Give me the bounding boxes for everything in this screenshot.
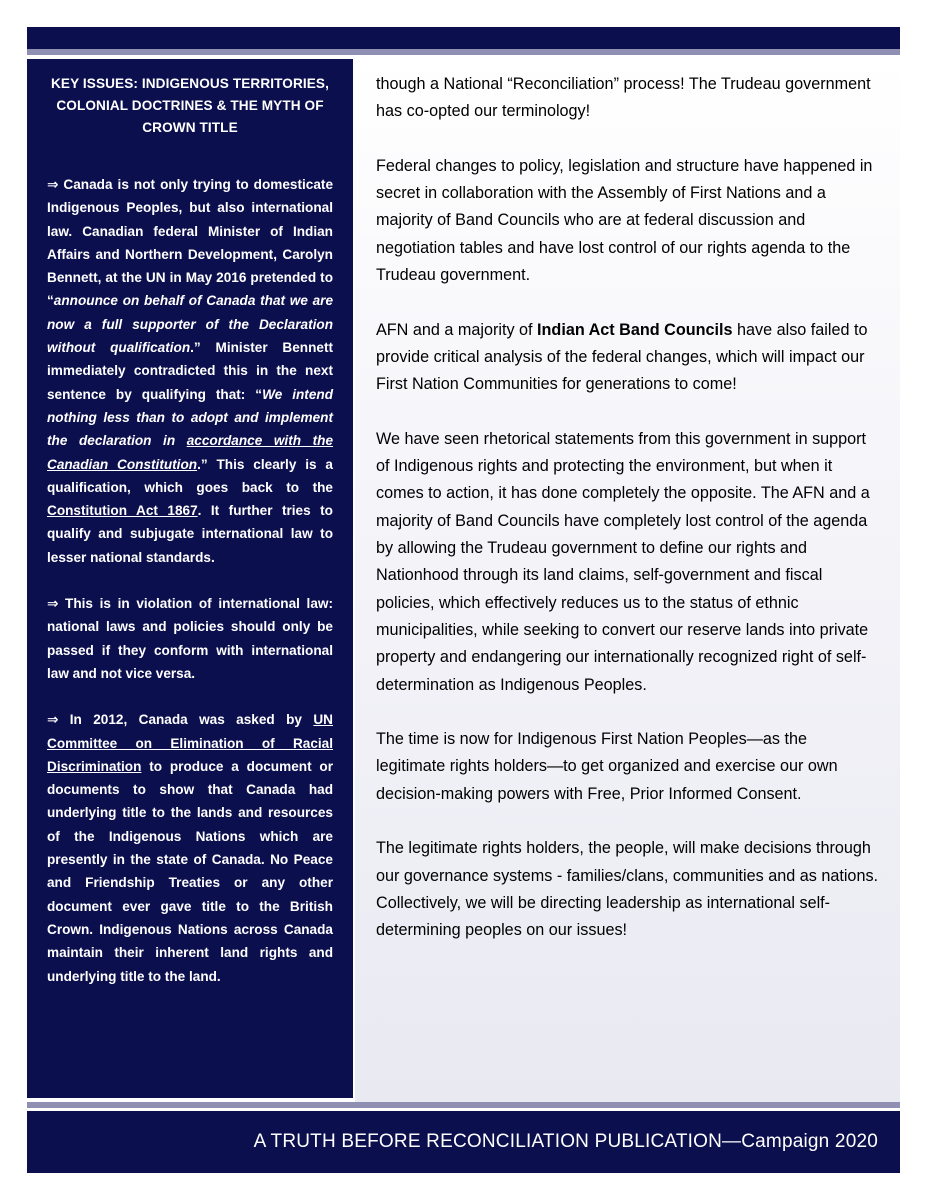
arrow-right-icon: ⇒ [47, 712, 59, 728]
sidebar-paragraph-3: ⇒ In 2012, Canada was asked by UN Committee on Elimination of Racial Discrimination to produce a document or documents to show that Canada had underlying title to the lands and resources of the Indigenous Nations which are presently in the state of Canada. No Peace and Friendship Treaties or any other document ever gave title to the British Crown. Indigenous Nations across Canada maintain their inherent land rights and underlying title to the land. [47, 712, 333, 984]
main-paragraph-6: The legitimate rights holders, the people, will make decisions through our governance systems - families/clans, communities and as nations. Collectively, we will be directing leadership as international self-determining peoples on our issues! [376, 839, 879, 940]
main-column [355, 59, 900, 1102]
link-un-committee[interactable]: UN Committee on Elimination of Racial Discrimination [47, 712, 333, 774]
sidebar-title: KEY ISSUES: INDIGENOUS TERRITORIES, COLONIAL DOCTRINES & THE MYTH OF CROWN TITLE [51, 76, 329, 135]
arrow-right-icon: ⇒ [47, 596, 59, 612]
main-paragraph-3: AFN and a majority of Indian Act Band Councils have also failed to provide critical analysis of the federal changes, which will impact our First Nation Communities for generations to come! [376, 320, 868, 394]
arrow-right-icon: ⇒ [47, 177, 59, 192]
footer-bar [27, 1111, 900, 1173]
main-paragraph-4: We have seen rhetorical statements from this government in support of Indigenous rights and protecting the environment, but when it comes to action, it has done completely the opposite. The AFN and a majority of Band Councils have completely lost control of the agenda by allowing the Trudeau government to define our rights and Nationhood through its land claims, self-government and fiscal policies, which effectively reduces us to the status of ethnic municipalities, while seeking to convert our reserve lands into private property and endangering our internationally recognized right of self-determination as Indigenous Peoples. [376, 429, 870, 694]
footer-text: A TRUTH BEFORE RECONCILIATION PUBLICATION—Campaign 2020 [253, 1131, 878, 1152]
link-constitution-act[interactable]: Constitution Act 1867 [47, 503, 198, 519]
sidebar-paragraph-2: ⇒ This is in violation of international law: national laws and policies should only be passed if they conform with international law and not vice versa. [47, 596, 333, 681]
sidebar-paragraph-1: ⇒ Canada is not only trying to domesticate Indigenous Peoples, but also international law. Canadian federal Minister of Indian Affairs and Northern Development, Carolyn Bennett, at the UN in May 2016 pretended to “announce on behalf of Canada that we are now a full supporter of the Declaration without qualification.” Minister Bennett immediately contradicted this in the next sentence by qualifying that: “We intend nothing less than to adopt and implement the declaration in accordance with the Canadian Constitution.” This clearly is a qualification, which goes back to the Constitution Act 1867. It further tries to qualify and subjugate international law to lesser national standards. [47, 177, 333, 565]
main-paragraph-2: Federal changes to policy, legislation and structure have happened in secret in collaboration with the Assembly of First Nations and a majority of Band Councils who are at federal discussion and negotiation tables and have lost control of our rights agenda to the Trudeau government. [376, 156, 873, 285]
header-bar [27, 27, 900, 49]
main-paragraph-1: though a National “Reconciliation” process! The Trudeau government has co-opted our terminology! [376, 75, 871, 121]
main-paragraph-5: The time is now for Indigenous First Nation Peoples—as the legitimate rights holders—to get organized and exercise our own decision-making powers with Free, Prior Informed Consent. [376, 730, 838, 803]
link-canadian-constitution[interactable]: accordance with the Canadian Constitution [47, 433, 333, 472]
sidebar-key-issues [27, 59, 353, 1098]
